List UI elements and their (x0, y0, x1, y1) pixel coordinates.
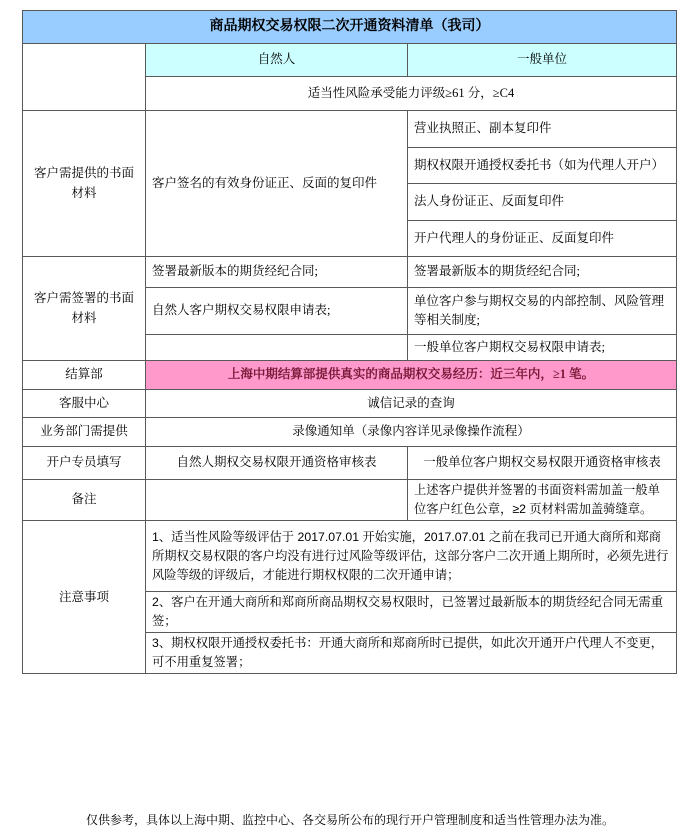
suitability-requirement-cell: 适当性风险承受能力评级≥61 分，≥C4 (146, 77, 677, 111)
note-item-1: 1、适当性风险等级评估于 2017.07.01 开始实施，2017.07.01 之前在我司已开通大商所和郑商所期权交易权限的客户均没有进行过风险等级评估，这部分客户二次开通上期所时，必须先进行风险等级的评级后，才能进行期权权限的二次开通申请； (146, 521, 677, 592)
disclaimer-footer: 仅供参考，具体以上海中期、监控中心、各交易所公布的现行开户管理制度和适当性管理办法为准。 (85, 813, 614, 827)
requirements-table (22, 10, 677, 674)
settlement-label: 结算部 (23, 361, 146, 390)
corner-spacer-cell (23, 44, 146, 111)
customer-service-label: 客服中心 (23, 390, 146, 418)
provide-natural-person-cell: 客户签名的有效身份证正、反面的复印件 (146, 111, 408, 257)
document-title: 商品期权交易权限二次开通资料清单（我司） (23, 11, 677, 44)
specialist-unit-cell: 一般单位客户期权交易权限开通资格审核表 (408, 447, 677, 480)
sign-natural-cell: 签署最新版本的期货经纪合同; (146, 257, 408, 288)
sign-natural-cell (146, 335, 408, 361)
sign-unit-cell: 单位客户参与期权交易的内部控制、风险管理等相关制度; (408, 288, 677, 335)
provide-unit-item: 开户代理人的身份证正、反面复印件 (408, 221, 677, 257)
note-item-2: 2、客户在开通大商所和郑商所商品期权交易权限时，已签署过最新版本的期货经纪合同无需重签； (146, 592, 677, 633)
customer-service-cell: 诚信记录的查询 (146, 390, 677, 418)
business-dept-cell: 录像通知单（录像内容详见录像操作流程） (146, 418, 677, 447)
remark-natural-cell (146, 480, 408, 521)
settlement-highlight-cell: 上海中期结算部提供真实的商品期权交易经历：近三年内，≥1 笔。 (146, 361, 677, 390)
sign-unit-cell: 一般单位客户期权交易权限申请表; (408, 335, 677, 361)
notes-label: 注意事项 (23, 521, 146, 674)
sign-unit-cell: 签署最新版本的期货经纪合同; (408, 257, 677, 288)
sign-natural-cell: 自然人客户期权交易权限申请表; (146, 288, 408, 335)
remark-label: 备注 (23, 480, 146, 521)
note-item-3: 3、期权权限开通授权委托书：开通大商所和郑商所时已提供，如此次开通开户代理人不变更，可不用重复签署； (146, 633, 677, 674)
column-header-natural-person: 自然人 (146, 44, 408, 77)
column-header-general-unit: 一般单位 (408, 44, 677, 77)
business-dept-label: 业务部门需提供 (23, 418, 146, 447)
remark-unit-cell: 上述客户提供并签署的书面资料需加盖一般单位客户红色公章，≥2 页材料需加盖骑缝章。 (408, 480, 677, 521)
provide-section-label: 客户需提供的书面材料 (23, 111, 146, 257)
provide-unit-item: 期权权限开通授权委托书（如为代理人开户） (408, 148, 677, 184)
provide-unit-item: 法人身份证正、反面复印件 (408, 184, 677, 221)
specialist-label: 开户专员填写 (23, 447, 146, 480)
specialist-natural-cell: 自然人期权交易权限开通资格审核表 (146, 447, 408, 480)
sign-section-label: 客户需签署的书面材料 (23, 257, 146, 361)
provide-unit-item: 营业执照正、副本复印件 (408, 111, 677, 148)
